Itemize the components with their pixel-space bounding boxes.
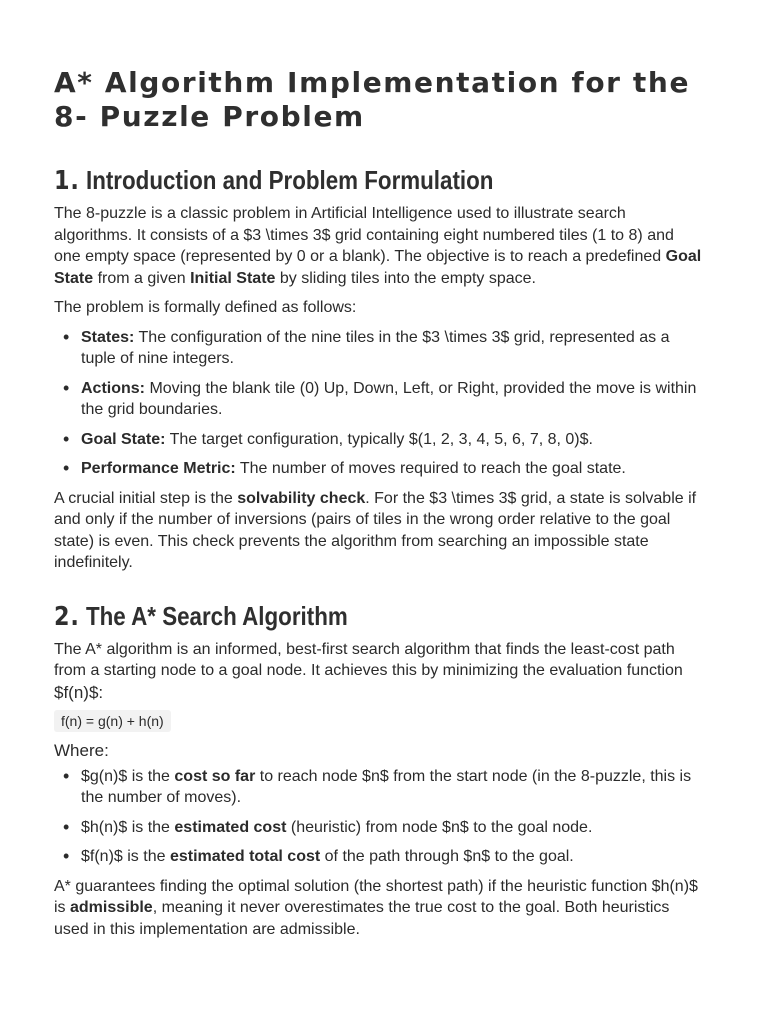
list-item xyxy=(81,766,702,809)
text-run: The configuration of the nine tiles in the $3 \times 3$ grid, represented as a tuple of nine integers. xyxy=(81,328,670,367)
text-run: (heuristic) from node $n$ to the goal node. xyxy=(286,818,593,836)
section-number: 2. xyxy=(54,601,80,632)
document-title: A* Algorithm Implementation for the 8- Puzzle Problem xyxy=(54,66,691,133)
bold-text: States: xyxy=(81,328,135,346)
formal-definition-paragraph: The problem is formally defined as follows: xyxy=(54,299,357,316)
text-run: to reach node $n$ from the start node (in the 8-puzzle, this is the number of moves). xyxy=(81,767,692,806)
text-run: The target configuration, typically $(1, 2, 3, 4, 5, 6, 7, 8, 0)$. xyxy=(165,430,593,448)
text-run: A crucial initial step is the xyxy=(54,489,238,507)
bold-text: Initial State xyxy=(190,269,276,287)
where-label: Where: xyxy=(54,740,109,760)
list-item xyxy=(81,458,702,480)
text-run: . For the $3 \times 3$ grid, a state is solvable if and only if the number of inversions (pairs of tiles in the wrong order relative to the goal state) is even. This check prevents the algorithm from searching an impossible state indefinitely. xyxy=(54,489,697,571)
section-number: 1. xyxy=(54,166,80,196)
text-run: The number of moves required to reach the goal state. xyxy=(235,460,626,477)
formulation-list xyxy=(54,327,702,480)
list-item xyxy=(81,327,702,370)
list-item xyxy=(81,378,702,421)
intro-paragraph xyxy=(54,203,702,289)
section-heading-astar xyxy=(54,600,611,633)
solvability-paragraph xyxy=(54,488,702,574)
bold-text: solvability check xyxy=(237,489,366,507)
bold-text: cost so far xyxy=(174,767,256,785)
bold-text: estimated total cost xyxy=(169,848,321,865)
list-item xyxy=(81,846,702,868)
bold-text: estimated cost xyxy=(174,818,287,836)
text-run: $f(n)$ is the xyxy=(81,848,170,865)
text-run: A* guarantees finding the optimal solution (the shortest path) if the heuristic function $h(n)$ is xyxy=(54,877,698,916)
list-item xyxy=(81,429,702,451)
text-run: The 8-puzzle is a classic problem in Artificial Intelligence used to illustrate search algorithms. It consists of a $3 \times 3$ grid containing eight numbered tiles (1 to 8) and one empty space (represented by 0 or a blank). The objective is to reach a predefined xyxy=(54,205,674,265)
text-run: of the path through $n$ to the goal. xyxy=(320,848,574,865)
text-run: $g(n)$ is the xyxy=(81,767,175,785)
bold-text: admissible xyxy=(70,899,153,916)
text-run: , meaning it never overestimates the true cost to the goal. Both heuristics used in this implementation are admissible. xyxy=(54,899,670,938)
section-heading-introduction xyxy=(54,164,611,197)
formula-name: $f(n)$: xyxy=(54,682,104,702)
bold-text: Performance Metric: xyxy=(81,460,236,477)
list-item xyxy=(81,817,702,839)
cost-terms-list xyxy=(54,766,702,868)
bold-text: Goal State: xyxy=(81,430,166,448)
formula-code-block: f(n) = g(n) + h(n) xyxy=(54,710,171,732)
text-run: Moving the blank tile (0) Up, Down, Left, or Right, provided the move is within the grid boundaries. xyxy=(81,379,697,418)
text-run: from a given xyxy=(93,269,191,287)
text-run: by sliding tiles into the empty space. xyxy=(275,269,536,287)
bold-text: Goal State xyxy=(54,248,702,287)
admissibility-paragraph xyxy=(54,876,702,941)
section-title: Introduction and Problem Formulation xyxy=(85,165,494,195)
text-run: $h(n)$ is the xyxy=(81,818,175,836)
astar-intro-paragraph: The A* algorithm is an informed, best-first search algorithm that finds the least-cost path from a starting node to a goal node. It achieves this by minimizing the evaluation function xyxy=(54,640,683,679)
bold-text: Actions: xyxy=(81,379,145,397)
section-title: The A* Search Algorithm xyxy=(85,600,348,631)
